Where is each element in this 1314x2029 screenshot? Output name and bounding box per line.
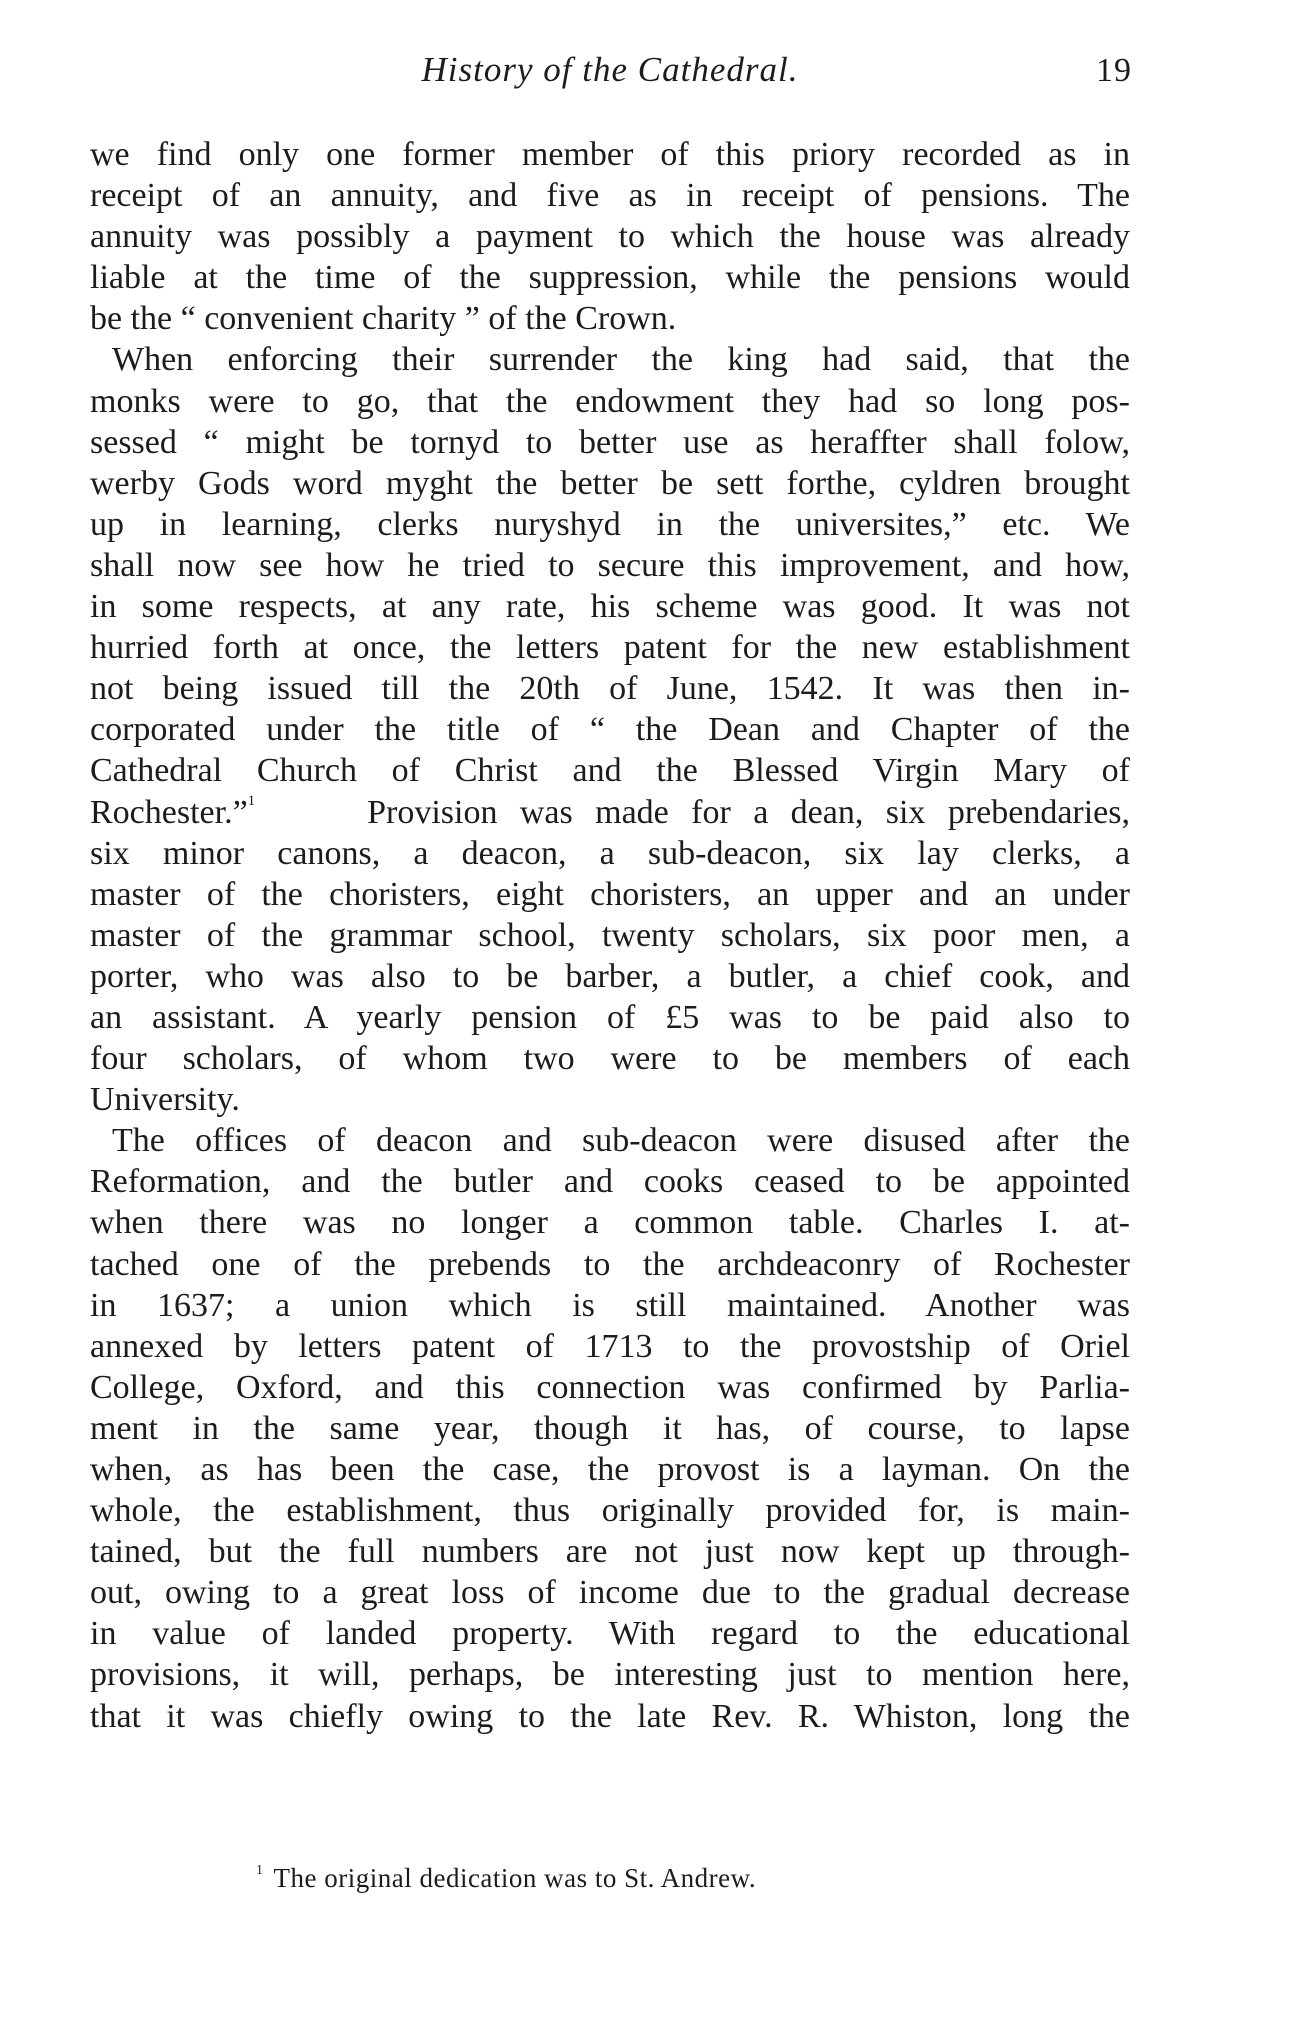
text-line: in 1637; a union which is still maintained. Another was — [90, 1286, 1130, 1324]
text-line: in some respects, at any rate, his scheme was good. It was not — [90, 588, 1130, 626]
text-line: when there was no longer a common table. Charles I. at- — [90, 1204, 1130, 1242]
text-line: monks were to go, that the endowment they had so long pos- — [90, 382, 1130, 420]
text-line: out, owing to a great loss of income due to the gradual decrease — [90, 1574, 1130, 1612]
text-line: in value of landed property. With regard to the educational — [90, 1615, 1130, 1653]
text-line: up in learning, clerks nuryshyd in the universites,” etc. We — [90, 505, 1130, 543]
running-head — [90, 50, 1130, 102]
text-line: tained, but the full numbers are not just now kept up through- — [90, 1533, 1130, 1571]
footnote-reference: 1 — [247, 792, 256, 809]
text-line: annuity was possibly a payment to which the house was already — [90, 218, 1130, 256]
text-line: The offices of deacon and sub-deacon were disused after the — [112, 1122, 1130, 1160]
text-segment: Rochester.” — [90, 793, 248, 831]
text-line: four scholars, of whom two were to be members of each — [90, 1040, 1130, 1078]
text-line: hurried forth at once, the letters patent for the new establishment — [90, 629, 1130, 667]
text-line: Cathedral Church of Christ and the Blessed Virgin Mary of — [90, 752, 1130, 790]
text-line: that it was chiefly owing to the late Rev. R. Whiston, long the — [90, 1697, 1130, 1735]
text-line: master of the choristers, eight choristers, an upper and an under — [90, 875, 1130, 913]
text-line: we find only one former member of this priory recorded as in — [90, 136, 1130, 173]
text-line: shall now see how he tried to secure this improvement, and how, — [90, 546, 1130, 584]
text-line: Reformation, and the butler and cooks ceased to be appointed — [90, 1163, 1130, 1201]
text-line: whole, the establishment, thus originally provided for, is main- — [90, 1492, 1130, 1530]
text-line: an assistant. A yearly pension of £5 was to be paid also to — [90, 998, 1130, 1036]
text-line: receipt of an annuity, and five as in receipt of pensions. The — [90, 177, 1130, 215]
text-line: not being issued till the 20th of June, 1542. It was then in- — [90, 670, 1130, 708]
text-line: tached one of the prebends to the archdeaconry of Rochester — [90, 1245, 1130, 1283]
text-line: master of the grammar school, twenty scholars, six poor men, a — [90, 916, 1130, 954]
text-line-with-footnote — [90, 792, 1130, 833]
text-line: corporated under the title of “ the Dean and Chapter of the — [90, 711, 1130, 749]
body-text — [90, 134, 1130, 1737]
footnote-marker: 1 — [256, 1863, 264, 1878]
text-line: College, Oxford, and this connection was confirmed by Parlia- — [90, 1368, 1130, 1406]
text-line: University. — [90, 1081, 240, 1119]
running-title: History of the Cathedral. — [421, 50, 799, 89]
text-line: annexed by letters patent of 1713 to the provostship of Oriel — [90, 1327, 1130, 1365]
text-line: provisions, it will, perhaps, be interesting just to mention here, — [90, 1656, 1130, 1694]
text-line: be the “ convenient charity ” of the Crown. — [90, 300, 677, 338]
text-segment: Provision was made for a dean, six prebendaries, — [367, 793, 1130, 831]
text-line: six minor canons, a deacon, a sub-deacon, six lay clerks, a — [90, 834, 1130, 872]
text-line: sessed “ might be tornyd to better use as heraffter shall folow, — [90, 423, 1130, 461]
text-line: ment in the same year, though it has, of course, to lapse — [90, 1409, 1130, 1447]
text-line: liable at the time of the suppression, while the pensions would — [90, 259, 1130, 297]
footnote — [256, 1858, 1056, 1898]
footnote-text: The original dedication was to St. Andrew. — [273, 1863, 757, 1893]
page-number: 19 — [1096, 52, 1132, 89]
text-line: porter, who was also to be barber, a butler, a chief cook, and — [90, 957, 1130, 995]
text-line: when, as has been the case, the provost is a layman. On the — [90, 1451, 1130, 1488]
text-line: werby Gods word myght the better be sett forthe, cyldren brought — [90, 464, 1130, 502]
text-line: When enforcing their surrender the king had said, that the — [112, 341, 1130, 379]
